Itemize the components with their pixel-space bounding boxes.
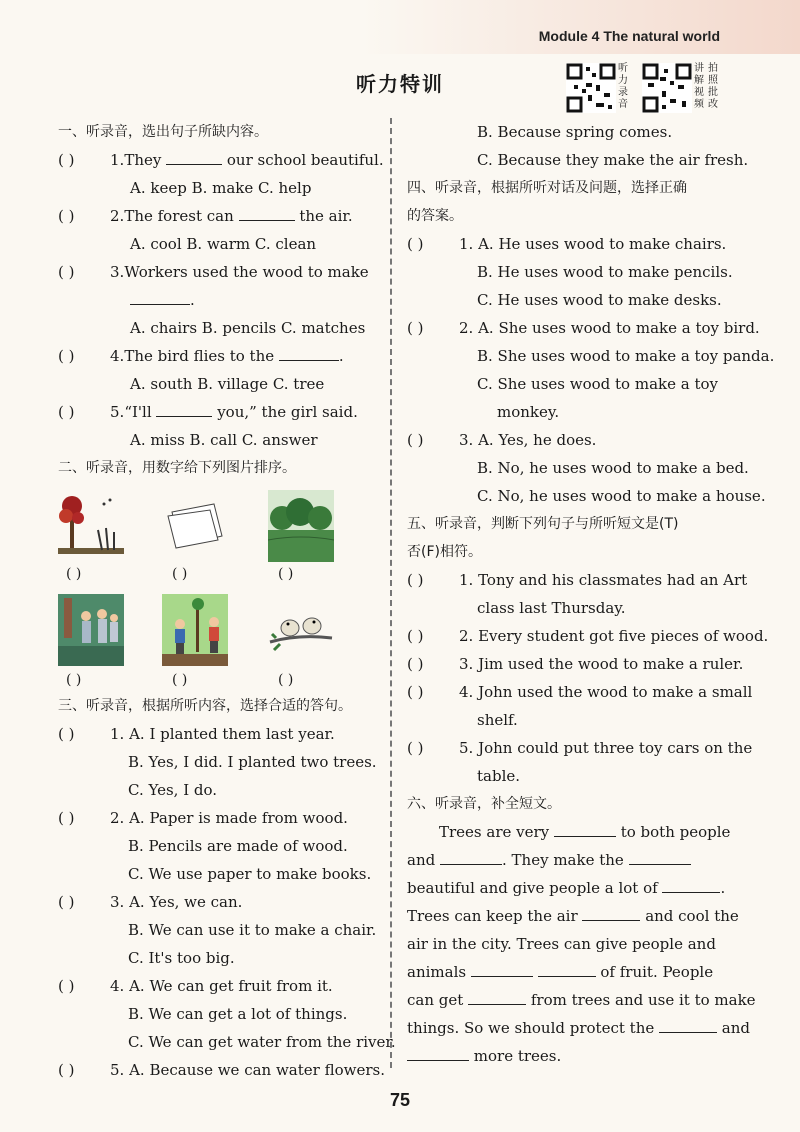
s4-q2-b: B. She uses wood to make a toy panda. [477,347,775,365]
answer-blank[interactable] [130,290,190,305]
section-6-heading: 六、听录音，补全短文。 [407,796,561,812]
s5-q5: ( ) 5. John could put three toy cars on the [407,739,753,757]
answer-blank[interactable] [629,850,691,865]
answer-blank[interactable] [166,150,222,165]
s1-q3-blank: . [58,286,408,314]
s5-q1-cont: class last Thursday. [477,599,626,617]
s4-q3-c: C. No, he uses wood to make a house. [477,487,766,505]
page-title: 听力特训 [356,72,444,96]
s4-q1-c: C. He uses wood to make desks. [477,291,722,309]
section-3-heading: 三、听录音，根据所听内容，选择合适的答句。 [58,698,352,714]
s1-q1-options: A. keep B. make C. help [130,179,312,197]
workers-picture [58,594,124,666]
s5-q4: ( ) 4. John used the wood to make a small [407,683,753,701]
section-1-heading: 一、听录音，选出句子所缺内容。 [58,124,268,140]
s1-q5-options: A. miss B. call C. answer [130,431,318,449]
answer-blank[interactable] [468,990,526,1005]
s6-line-8: things. So we should protect the and [407,1019,751,1037]
planting-trees-picture [162,594,228,666]
s3-q2: ( ) 2. A. Paper is made from wood. [58,809,348,827]
s1-q1: ( ) 1.They our school beautiful. [58,151,384,169]
s1-q4: ( ) 4.The bird flies to the . [58,347,344,365]
s1-q2-options: A. cool B. warm C. clean [130,235,317,253]
s4-q2-c: C. She uses wood to make a toy [477,375,719,393]
s3-q5-c: C. Because they make the air fresh. [477,151,749,169]
picture-answer-paren[interactable]: ( ) [172,672,188,688]
answer-blank[interactable] [662,878,720,893]
s4-q2-c-cont: monkey. [497,403,560,421]
qr-label-listening: 听力录音 [618,63,628,110]
s4-q3: ( ) 3. A. Yes, he does. [407,431,597,449]
s6-line-1: Trees are very to both people [439,823,731,841]
s1-q3: ( ) 3.Workers used the wood to make [58,263,369,281]
picture-answer-paren[interactable]: ( ) [278,672,294,688]
s1-q2: ( ) 2.The forest can the air. [58,207,353,225]
s6-line-6: animals of fruit. People [407,963,714,981]
picture-answer-paren[interactable]: ( ) [278,566,294,582]
s3-q5-b: B. Because spring comes. [477,123,673,141]
s4-q1: ( ) 1. A. He uses wood to make chairs. [407,235,727,253]
s6-line-9: more trees. [407,1042,737,1070]
qr-code-icon[interactable] [642,63,692,113]
s6-line-2: and . They make the [407,846,737,874]
s6-line-3: beautiful and give people a lot of . [407,879,726,897]
section-4-heading-cont: 的答案。 [407,208,463,224]
s3-q4: ( ) 4. A. We can get fruit from it. [58,977,333,995]
s1-q5: ( ) 5.“I'll you,” the girl said. [58,403,358,421]
s3-q1-b: B. Yes, I did. I planted two trees. [128,753,377,771]
qr-label-video: 讲解视频 [694,63,704,110]
section-4-heading: 四、听录音，根据所听对话及问题，选择正确 [407,180,687,196]
forest-picture [268,490,334,562]
picture-grid [58,482,408,688]
answer-blank[interactable] [440,850,502,865]
right-column [407,118,775,1070]
s5-q4-cont: shelf. [477,711,518,729]
section-5-heading-cont: 否(F)相符。 [407,544,482,560]
answer-blank[interactable] [554,822,616,837]
autumn-tree-picture [58,490,124,562]
section-5-heading: 五、听录音，判断下列句子与所听短文是(T) [407,516,679,532]
s4-q1-b: B. He uses wood to make pencils. [477,263,733,281]
answer-blank[interactable] [279,346,339,361]
module-title: Module 4 The natural world [538,28,720,44]
s5-q5-cont: table. [477,767,521,785]
answer-blank[interactable] [407,1046,469,1061]
s6-line-4: Trees can keep the air and cool the [407,907,739,925]
s3-q2-b: B. Pencils are made of wood. [128,837,348,855]
s3-q1-c: C. Yes, I do. [128,781,218,799]
s5-q3: ( ) 3. Jim used the wood to make a ruler. [407,655,744,673]
s3-q3: ( ) 3. A. Yes, we can. [58,893,243,911]
s5-q2: ( ) 2. Every student got five pieces of wood. [407,627,769,645]
left-column [58,118,408,1084]
header-band [0,0,800,54]
s3-q4-b: B. We can get a lot of things. [128,1005,348,1023]
picture-answer-paren[interactable]: ( ) [66,566,82,582]
picture-answer-paren[interactable]: ( ) [66,672,82,688]
answer-blank[interactable] [538,962,596,977]
answer-blank[interactable] [471,962,533,977]
answer-blank[interactable] [156,402,212,417]
s6-line-7: can get from trees and use it to make [407,991,756,1009]
section-2-heading: 二、听录音，用数字给下列图片排序。 [58,460,296,476]
s1-q3-options: A. chairs B. pencils C. matches [130,319,366,337]
s1-q4-options: A. south B. village C. tree [130,375,325,393]
qr-label-correct: 拍照批改 [708,63,718,110]
paper-picture [162,490,228,562]
s4-q2: ( ) 2. A. She uses wood to make a toy bird. [407,319,760,337]
answer-blank[interactable] [239,206,295,221]
picture-answer-paren[interactable]: ( ) [172,566,188,582]
birds-picture [268,594,334,666]
s3-q1: ( ) 1. A. I planted them last year. [58,725,335,743]
qr-code-icon[interactable] [566,63,616,113]
s3-q4-c: C. We can get water from the river. [128,1033,396,1051]
page-number: 75 [389,1090,411,1110]
answer-blank[interactable] [582,906,640,921]
s6-line-5: air in the city. Trees can give people and [407,935,716,953]
s3-q5: ( ) 5. A. Because we can water flowers. [58,1061,385,1079]
answer-blank[interactable] [659,1018,717,1033]
s5-q1: ( ) 1. Tony and his classmates had an Art [407,571,748,589]
s3-q2-c: C. We use paper to make books. [128,865,372,883]
s3-q3-c: C. It's too big. [128,949,235,967]
s4-q3-b: B. No, he uses wood to make a bed. [477,459,749,477]
s3-q3-b: B. We can use it to make a chair. [128,921,377,939]
